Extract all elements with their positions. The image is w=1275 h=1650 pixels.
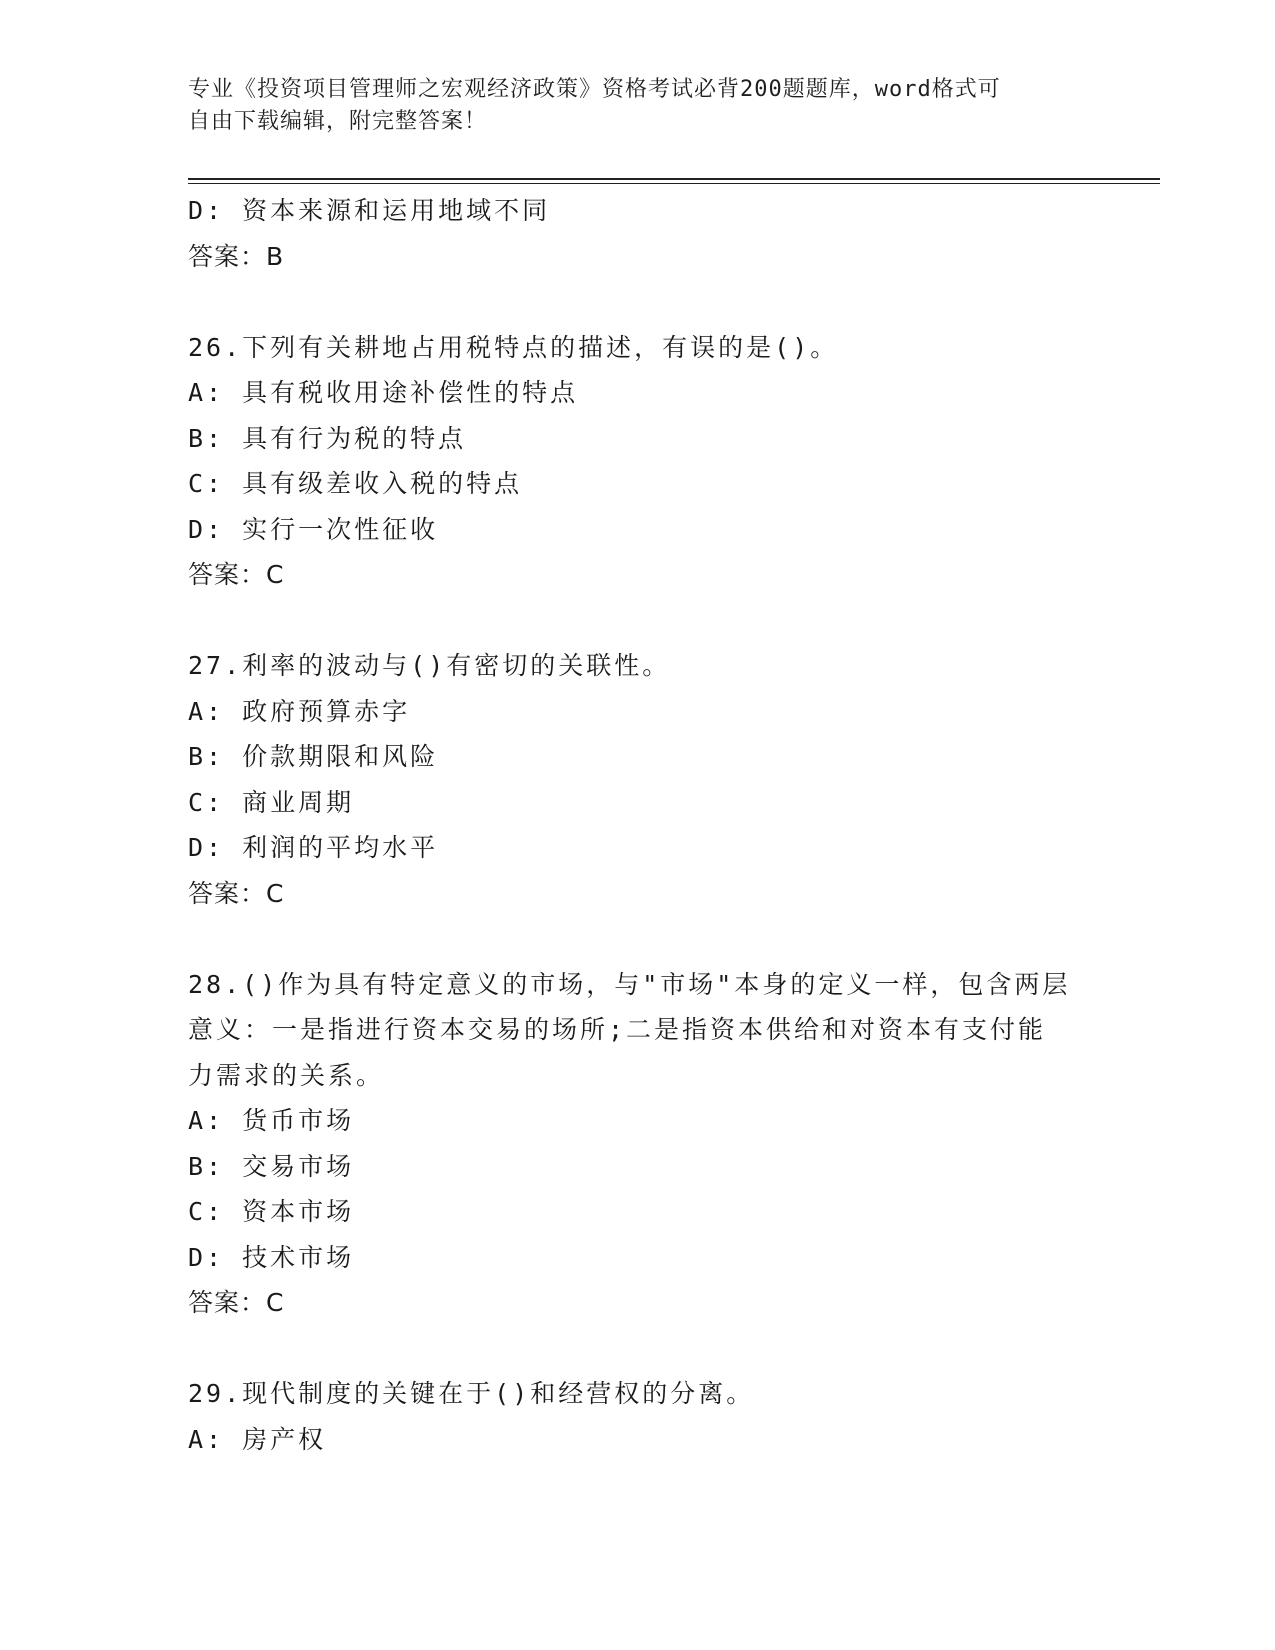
spacer xyxy=(188,916,1088,962)
question-stem-line-3: 力需求的关系。 xyxy=(188,1060,385,1090)
option-a: A: 具有税收用途补偿性的特点 xyxy=(188,378,579,407)
question-27 xyxy=(188,643,1088,916)
option-c: C: 资本市场 xyxy=(188,1197,355,1226)
question-26 xyxy=(188,325,1088,598)
answer-line: 答案：C xyxy=(188,878,285,908)
option-b: B: 具有行为税的特点 xyxy=(188,423,467,453)
question-list xyxy=(188,188,1088,1462)
question-29 xyxy=(188,1371,1088,1462)
option-c: C: 具有级差收入税的特点 xyxy=(188,469,523,498)
option-d: D: 利润的平均水平 xyxy=(188,833,439,862)
spacer xyxy=(188,279,1088,325)
spacer xyxy=(188,1326,1088,1372)
option-d: D: 技术市场 xyxy=(188,1242,355,1272)
answer-line: 答案：C xyxy=(188,1288,285,1317)
header-divider xyxy=(188,178,1160,184)
question-fragment xyxy=(188,188,1088,279)
question-stem-line-1: 28.()作为具有特定意义的市场，与"市场"本身的定义一样，包含两层 xyxy=(188,969,1071,999)
option-c: C: 商业周期 xyxy=(188,787,355,817)
option-b: B: 价款期限和风险 xyxy=(188,742,439,771)
question-stem: 27.利率的波动与()有密切的关联性。 xyxy=(188,651,671,680)
question-stem-line-2: 意义：一是指进行资本交易的场所;二是指资本供给和对资本有支付能 xyxy=(188,1015,1047,1044)
question-28 xyxy=(188,962,1088,1326)
option-a: A: 货币市场 xyxy=(188,1106,355,1135)
spacer xyxy=(188,598,1088,644)
question-stem: 29.现代制度的关键在于()和经营权的分离。 xyxy=(188,1379,755,1408)
option-d: D: 实行一次性征收 xyxy=(188,514,439,544)
option-d: D: 资本来源和运用地域不同 xyxy=(188,196,551,225)
option-b: B: 交易市场 xyxy=(188,1151,355,1181)
option-a: A: 房产权 xyxy=(188,1424,327,1454)
page-header xyxy=(188,74,1088,138)
answer-line: 答案：B xyxy=(188,241,285,271)
question-stem: 26.下列有关耕地占用税特点的描述，有误的是()。 xyxy=(188,332,839,362)
answer-line: 答案：C xyxy=(188,560,285,589)
option-a: A: 政府预算赤字 xyxy=(188,696,411,726)
header-line-2: 自由下载编辑，附完整答案！ xyxy=(188,109,488,134)
header-line-1: 专业《投资项目管理师之宏观经济政策》资格考试必背200题题库，word格式可 xyxy=(188,77,1001,102)
